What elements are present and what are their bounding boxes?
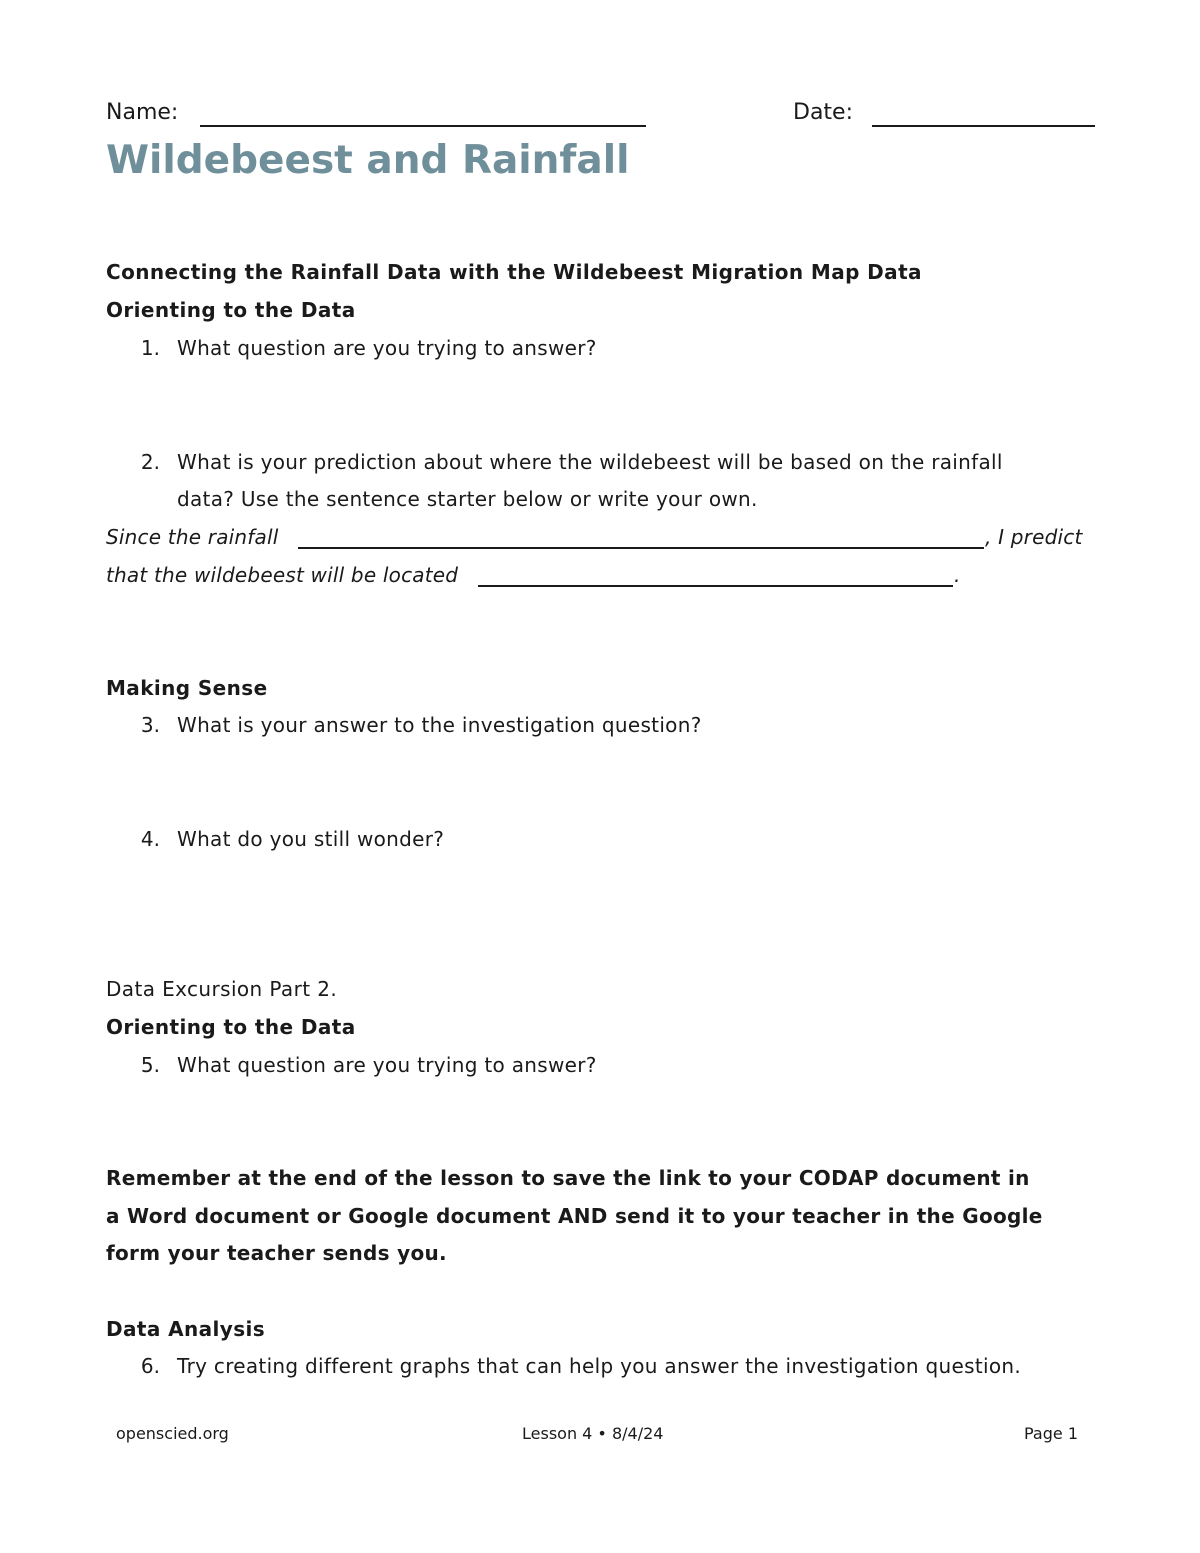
question-6: Try creating different graphs that can help you answer the investigation question.: [177, 1354, 1021, 1378]
reminder-line-1: Remember at the end of the lesson to save the link to your CODAP document in: [106, 1166, 1030, 1190]
question-number: 4.: [140, 827, 160, 851]
question-3: What is your answer to the investigation question?: [177, 713, 702, 737]
footer-lesson: Lesson 4 • 8/4/24: [522, 1424, 664, 1443]
question-number: 3.: [140, 713, 160, 737]
question-number: 2.: [140, 450, 160, 474]
question-number: 6.: [140, 1354, 160, 1378]
location-blank[interactable]: [478, 585, 953, 587]
question-5: What question are you trying to answer?: [177, 1053, 597, 1077]
question-2-line-1: What is your prediction about where the wildebeest will be based on the rainfall: [177, 450, 1003, 474]
subheading-orienting: Orienting to the Data: [106, 298, 356, 322]
rainfall-blank[interactable]: [298, 547, 984, 549]
page-title: Wildebeest and Rainfall: [106, 138, 630, 183]
starter-part-2: , I predict: [985, 525, 1083, 549]
question-number: 1.: [140, 336, 160, 360]
date-field[interactable]: [872, 125, 1095, 127]
reminder-line-3: form your teacher sends you.: [106, 1241, 447, 1265]
starter-part-3: that the wildebeest will be located: [106, 563, 459, 587]
section-heading-data-analysis: Data Analysis: [106, 1317, 266, 1341]
question-2-line-2: data? Use the sentence starter below or write your own.: [177, 487, 758, 511]
starter-part-4: .: [954, 563, 961, 587]
section-heading-data-excursion: Data Excursion Part 2.: [106, 977, 338, 1001]
starter-part-1: Since the rainfall: [106, 525, 279, 549]
section-heading-connecting: Connecting the Rainfall Data with the Wildebeest Migration Map Data: [106, 260, 922, 284]
name-label: Name:: [106, 100, 179, 125]
footer-page-number: Page 1: [1024, 1424, 1078, 1443]
date-label: Date:: [793, 100, 853, 125]
question-number: 5.: [140, 1053, 160, 1077]
footer-site: openscied.org: [116, 1424, 229, 1443]
subheading-orienting-2: Orienting to the Data: [106, 1015, 356, 1039]
section-heading-making-sense: Making Sense: [106, 676, 268, 700]
question-1: What question are you trying to answer?: [177, 336, 597, 360]
reminder-line-2: a Word document or Google document AND send it to your teacher in the Google: [106, 1204, 1043, 1228]
question-4: What do you still wonder?: [177, 827, 445, 851]
name-field[interactable]: [200, 125, 646, 127]
